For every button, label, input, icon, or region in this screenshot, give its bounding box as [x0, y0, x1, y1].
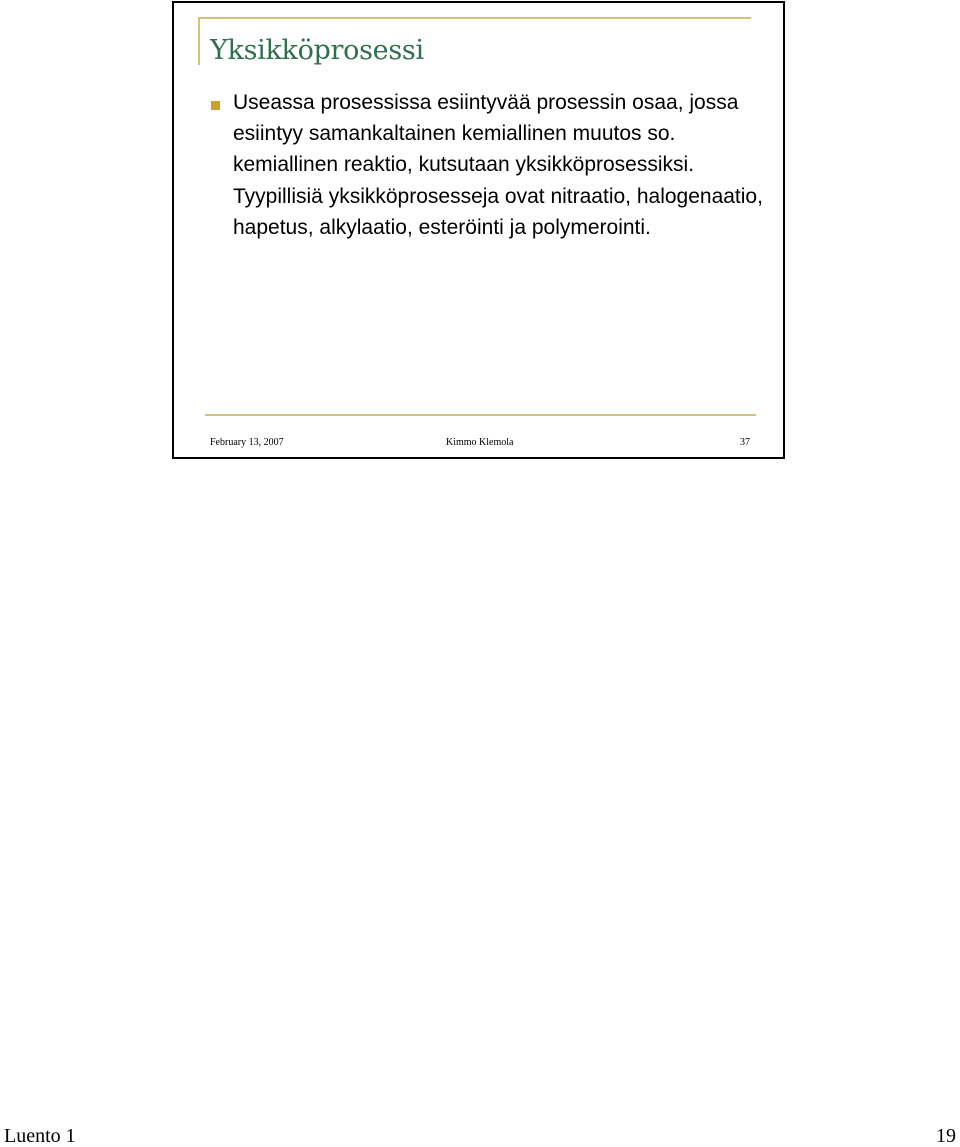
page-footer-lecture: Luento 1 — [4, 1125, 76, 1147]
title-accent-vertical-rule — [198, 17, 200, 65]
page-footer-page-number: 19 — [936, 1125, 956, 1147]
slide-footer-date: February 13, 2007 — [210, 437, 284, 448]
footer-rule — [205, 414, 756, 416]
slide-footer-author: Kimmo Klemola — [446, 437, 514, 448]
slide-title: Yksikköprosessi — [210, 35, 424, 66]
square-bullet-icon — [211, 101, 220, 110]
title-accent-horizontal-rule — [198, 17, 751, 19]
slide — [172, 1, 785, 459]
slide-body-text: Useassa prosessissa esiintyvää prosessin osaa, jossa esiintyy samankaltainen kemiallinen muutos so. kemiallinen reaktio, kutsutaan yksikköprosessiksi. Tyypillisiä yksikköprosesseja ovat nitraatio, halogenaatio, hapetus, alkylaatio, esteröinti ja polymerointi. — [233, 91, 763, 239]
slide-footer-number: 37 — [740, 437, 750, 448]
